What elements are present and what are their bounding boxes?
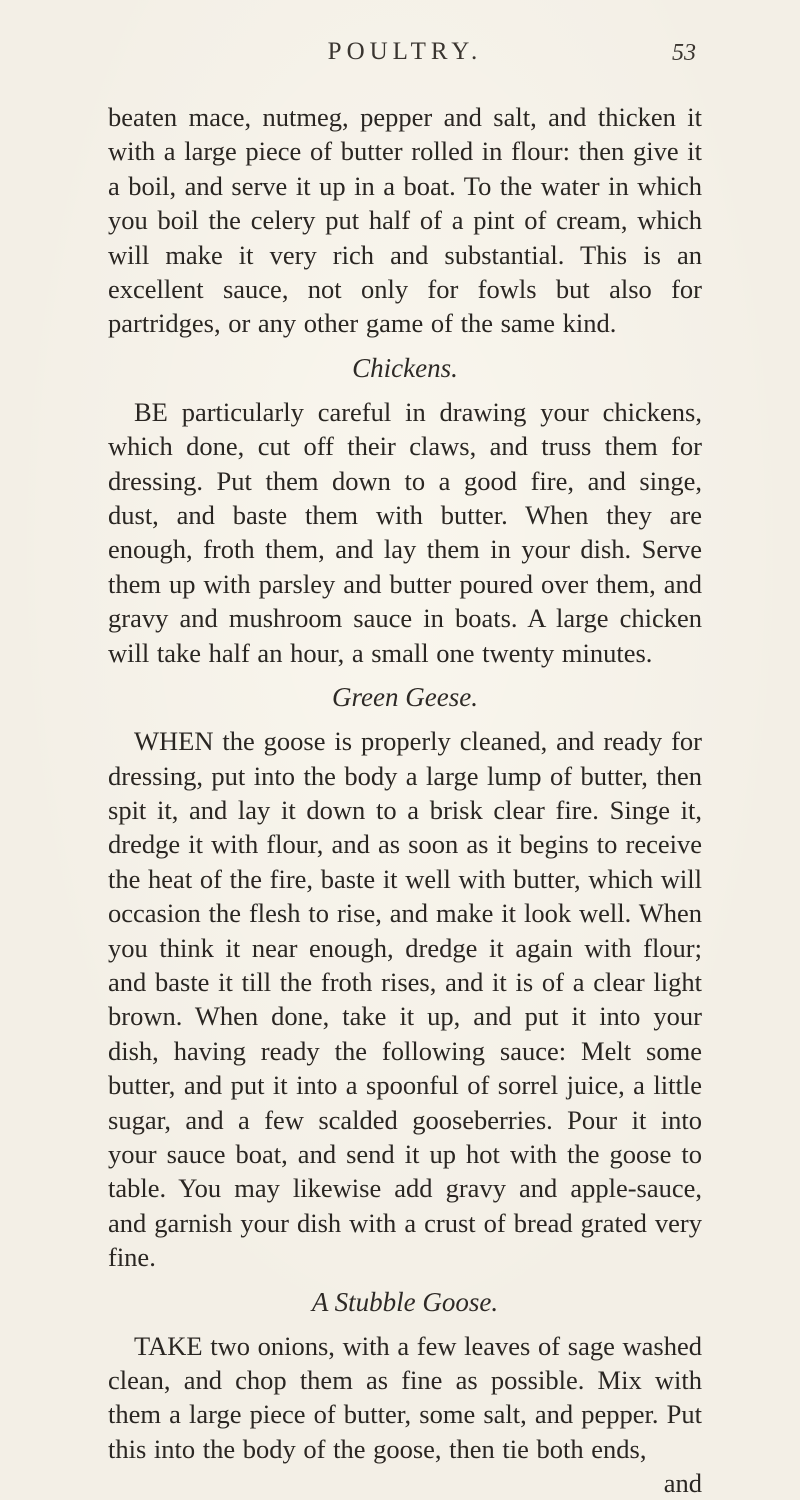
catchword: and [663,1468,702,1499]
paragraph: TAKE two onions, with a few leaves of sage washed clean, and chop them as fine as possible. Mix with them a large piece of butter, some salt, and pepper. Put this into the body of the goose, then tie both ends, [108,1330,702,1464]
section-chickens [108,351,702,670]
page-number: 53 [672,40,696,66]
paragraph: BE particularly careful in drawing your chickens, which done, cut off their claws, and truss them for dressing. Put them down to a good fire, and singe, dust, and baste them with butter. When they are enough, froth them, and lay them in your dish. Serve them up with parsley and butter poured over them, and gravy and mushroom sauce in boats. A large chicken will take half an hour, a small one twenty minutes. [108,396,702,668]
paragraph: beaten mace, nutmeg, pepper and salt, and thicken it with a large piece of butter rolled in flour: then give it a boil, and serve it up in a boat. To the water in which you boil the celery put half of a pint of cream, which will make it very rich and substantial. This is an excellent sauce, not only for fowls but also for partridges, or any other game of the same kind. [108,102,702,339]
section-heading: Green Geese. [332,682,478,713]
section-continued-sauce [108,100,702,341]
section-green-geese [108,680,702,1275]
section-stubble-goose [108,1285,702,1467]
section-heading: Chickens. [352,352,458,383]
running-head: POULTRY. [327,38,483,65]
paragraph: WHEN the goose is properly cleaned, and ready for dressing, put into the body a large lump of butter, then spit it, and lay it down to a brisk clear fire. Singe it, dredge it with flour, and as soon as it begins to receive the heat of the fire, baste it well with butter, which will occasion the flesh to rise, and make it look well. When you think it near enough, dredge it again with flour; and baste it till the froth rises, and it is of a clear light brown. When done, take it up, and put it into your dish, having ready the following sauce: Melt some butter, and put it into a spoonful of sorrel juice, a little sugar, and a few scalded gooseberries. Pour it into your sauce boat, and send it up hot with the goose to table. You may likewise add gravy and apple-sauce, and garnish your dish with a crust of bread grated very fine. [108,726,702,1273]
page-header [108,0,702,100]
section-heading: A Stubble Goose. [311,1286,499,1317]
